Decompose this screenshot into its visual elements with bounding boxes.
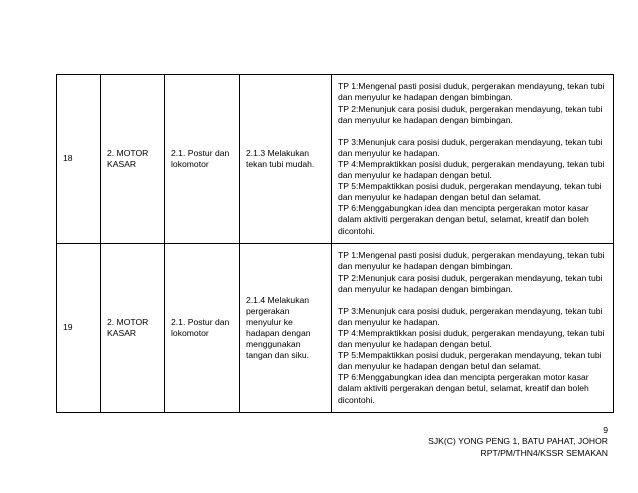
tp-item: TP 3:Menunjuk cara posisi duduk, pergerakan mendayung, tekan tubi dan menyulur ke hadapan.: [338, 136, 605, 158]
tp-item: TP 6:Menggabungkan idea dan mencipta pergerakan motor kasar dalam aktiviti pergerakan dengan betul, selamat, kreatif dan boleh dicontohi.: [338, 203, 592, 236]
table-row: [57, 75, 614, 244]
tp-item: TP 4:Mempraktikkan posisi duduk, pergerakan mendayung, tekan tubi dan menyulur ke hadapan dengan betul.: [338, 327, 607, 350]
tp-item: TP 2:Menunjuk cara posisi duduk, pergerakan mendayung, tekan tubi dan menyulur ke hadapan dengan bimbingan.: [338, 103, 605, 125]
tp-item: TP 5:Mempaktikkan posisi duduk, pergerakan mendayung, tekan tubi dan menyulur ke hadapan dengan betul dan selamat.: [338, 181, 604, 203]
standard-pembelajaran-cell: 2.1.3 Melakukan tekan tubi mudah.: [240, 75, 332, 244]
standard-kandungan-cell: 2.1. Postur dan lokomotor: [165, 244, 240, 413]
tahap-penguasaan-cell: [332, 244, 614, 413]
school-name: SJK(C) YONG PENG 1, BATU PAHAT, JOHOR: [428, 436, 608, 447]
rpt-table: [56, 74, 614, 413]
standard-pembelajaran-cell: 2.1.4 Melakukan pergerakan menyulur ke hadapan dengan menggunakan tangan dan siku.: [240, 244, 332, 413]
tp-spacer: [338, 126, 607, 137]
week-number: 18: [57, 75, 101, 244]
week-number: 19: [57, 244, 101, 413]
standard-kandungan-cell: 2.1. Postur dan lokomotor: [165, 75, 240, 244]
page-number: 9: [603, 425, 608, 435]
tp-item: TP 4:Mempraktikkan posisi duduk, pergerakan mendayung, tekan tubi dan menyulur ke hadapan dengan betul.: [338, 158, 607, 181]
tp-item: TP 3:Menunjuk cara posisi duduk, pergerakan mendayung, tekan tubi dan menyulur ke hadapan.: [338, 305, 605, 327]
document-code: RPT/PM/THN4/KSSR SEMAKAN: [480, 447, 608, 458]
tp-spacer: [338, 295, 607, 306]
tp-item: TP 1:Mengenal pasti posisi duduk, pergerakan mendayung, tekan tubi dan menyulur ke hadapan dengan bimbingan.: [338, 81, 607, 103]
page-footer: [428, 425, 608, 459]
tahap-penguasaan-cell: [332, 75, 614, 244]
table-row: [57, 244, 614, 413]
tp-item: TP 5:Mempaktikkan posisi duduk, pergerakan mendayung, tekan tubi dan menyulur ke hadapan dengan betul dan selamat.: [338, 350, 604, 372]
tunjang-cell: 2. MOTOR KASAR: [101, 244, 165, 413]
tp-item: TP 1:Mengenal pasti posisi duduk, pergerakan mendayung, tekan tubi dan menyulur ke hadapan dengan bimbingan.: [338, 250, 607, 272]
tunjang-cell: 2. MOTOR KASAR: [101, 75, 165, 244]
tp-item: TP 2:Menunjuk cara posisi duduk, pergerakan mendayung, tekan tubi dan menyulur ke hadapan dengan bimbingan.: [338, 272, 605, 294]
tp-item: TP 6:Menggabungkan idea dan mencipta pergerakan motor kasar dalam aktiviti pergerakan dengan betul, selamat, kreatif dan boleh dicontohi.: [338, 372, 592, 405]
